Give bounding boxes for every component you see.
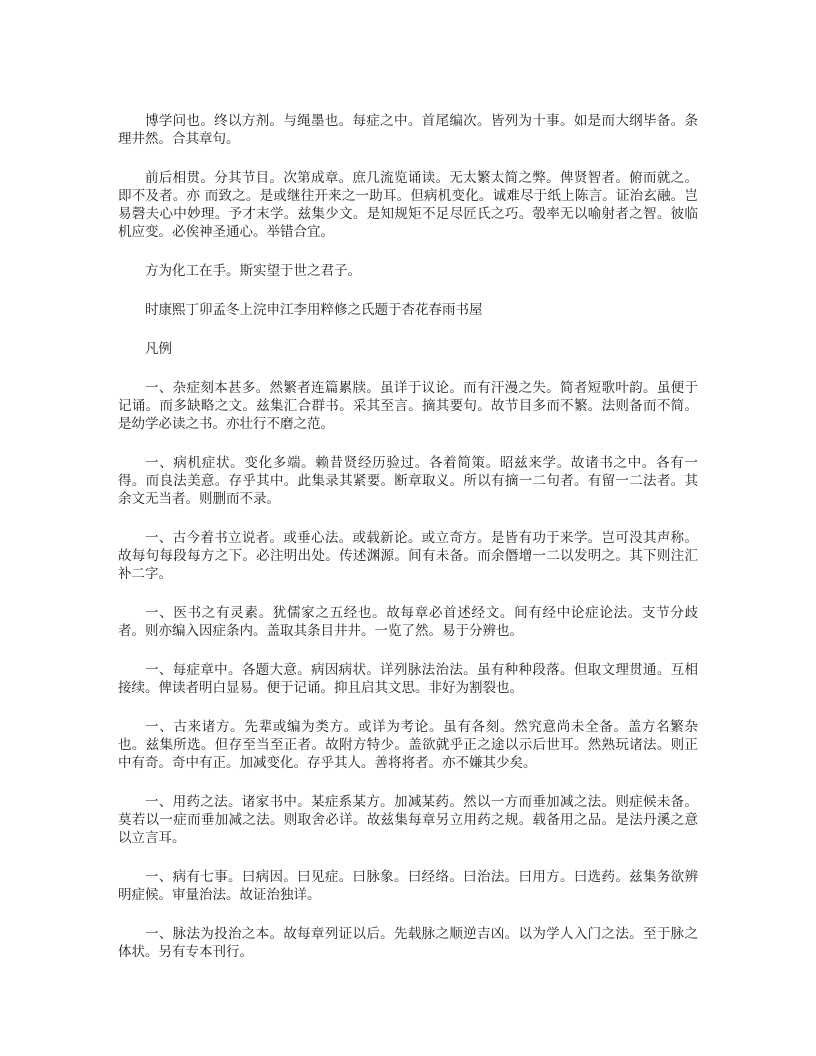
rule-item-9: 一、脉法为投治之本。故每章列证以后。先载脉之顺逆吉凶。以为学人入门之法。至于脉之体状。另有专本刊行。: [118, 926, 698, 960]
preface-signature: 时康熙丁卯孟冬上浣申江李用粹修之氏题于杏花春雨书屋: [145, 302, 483, 318]
rule-item-5: 一、每症章中。各题大意。病因病状。详列脉法治法。虽有种种段落。但取文理贯通。互相接续。俾读者明白显易。便于记诵。抑且启其文思。非好为割裂也。: [118, 662, 698, 696]
rule-item-8: 一、病有七事。曰病因。曰见症。曰脉象。曰经络。曰治法。曰用方。曰选药。兹集务欲辨明症候。审量治法。故证治独详。: [118, 869, 698, 903]
document-body: [118, 112, 698, 982]
rule-item-4: 一、医书之有灵素。犹儒家之五经也。故每章必首述经文。间有经中论症论法。支节分歧者。则亦编入因症条内。盖取其条目井井。一览了然。易于分辨也。: [118, 605, 698, 639]
rule-item-3: 一、古今着书立说者。或垂心法。或载新论。或立奇方。是皆有功于来学。岂可没其声称。故每句每段每方之下。必注明出处。传述渊源。间有未备。而余僭增一二以发明之。其下则注汇补二字。: [118, 530, 698, 582]
rule-item-1: 一、杂症刻本甚多。然繁者连篇累牍。虽详于议论。而有汗漫之失。简者短歌叶韵。虽便于记诵。而多缺略之文。兹集汇合群书。采其至言。摘其要句。故节目多而不繁。法则备而不简。是幼学必读之书。亦壮行不磨之范。: [118, 380, 698, 432]
preface-paragraph-2: 前后相贯。分其节目。次第成章。庶几流览诵读。无太繁太简之弊。俾贤智者。俯而就之。即不及者。亦 而致之。是或继往开来之一助耳。但病机变化。诚难尽于纸上陈言。证治玄融。岂易磬夫心中妙理。予才末学。兹集少文。是知规矩不足尽匠氏之巧。彀率无以喻射者之智。彼临机应变。必俟神圣通心。举错合宜。: [118, 170, 698, 240]
section-heading-fanli: 凡例: [145, 341, 172, 357]
preface-paragraph-1: 博学问也。终以方剂。与绳墨也。每症之中。首尾编次。皆列为十事。如是而大纲毕备。条理井然。合其章句。: [118, 113, 698, 147]
rule-item-2: 一、病机症状。变化多端。赖昔贤经历验过。各着简策。昭兹来学。故诸书之中。各有一得。而良法美意。存乎其中。此集录其紧要。断章取义。所以有摘一二句者。有留一二法者。其余文无当者。则删而不录。: [118, 455, 698, 507]
rule-item-6: 一、古来诸方。先辈或编为类方。或详为考论。虽有各刻。然究意尚未全备。盖方名繁杂也。兹集所选。但存至当至正者。故附方特少。盖欲就乎正之途以示后世耳。然熟玩诸法。则正中有奇。奇中有正。加减变化。存乎其人。善将将者。亦不嫌其少矣。: [118, 719, 698, 771]
rule-item-7: 一、用药之法。诸家书中。某症系某方。加减某药。然以一方而垂加减之法。则症候未备。莫若以一症而垂加减之法。则取舍必详。故兹集每章另立用药之规。载备用之品。是法丹溪之意以立言耳。: [118, 794, 698, 846]
preface-paragraph-3: 方为化工在手。斯实望于世之君子。: [145, 263, 361, 279]
